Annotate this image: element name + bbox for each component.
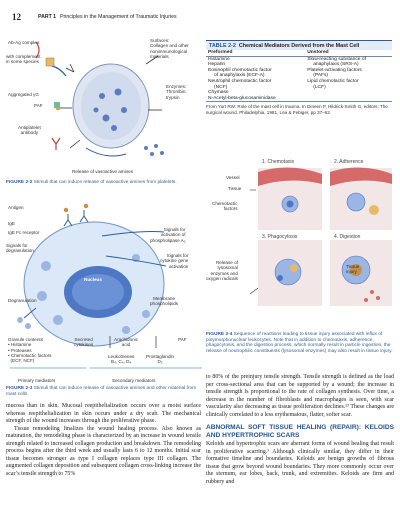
- table-title-text: Chemical Mediators Derived from the Mast Cell: [238, 43, 360, 49]
- figure-2-4-caption-text: Sequence of reactions leading to tissue injury associated with influx of polymorphonuclear leukocytes. Note that in addition to chemotaxis, adherence, phagocytosis, and the digestion process, which normally result in particle ingestion, the release of neutrophilic constituents (lysosomal enzymes) may also result in tissue injury.: [206, 332, 393, 355]
- table-col-header: Unstored: [305, 50, 392, 56]
- signals-cytokine-label: Signals for cytokine gene activation: [160, 253, 189, 269]
- table-cell: of anaphylaxis (ECF-A): [214, 73, 265, 79]
- vessel-label: Vessel: [226, 175, 240, 180]
- arachidonic-label: Arachidonic acid: [114, 337, 139, 348]
- table-cell: Neutrophil chemotactic factor: [208, 78, 272, 84]
- secreted-label: Secreted cytokines: [74, 337, 94, 348]
- panel-phagocytosis: 3. Phagocytosis: [262, 234, 298, 240]
- table-cell: Chymase: [208, 90, 229, 96]
- table-footnote: From Yurt RW: Role of the mast cell in trauma. In Dineen P, Hildrick-Smith G, editors: The surgical wound. Philadelphia, 1981, Lea & Febiger, pp 37–62.: [206, 104, 388, 115]
- table-cell: [305, 96, 392, 102]
- table-body: [206, 50, 392, 102]
- table-col-header: Preformed: [206, 50, 305, 56]
- table-cell: Lipid chemotactic factor: [307, 78, 359, 84]
- figure-2-4-tag: FIGURE 2-4: [206, 332, 233, 337]
- left-column-text: [6, 403, 201, 478]
- secondary-mediators-label: Secondary mediators: [112, 378, 156, 383]
- figure-2-3-tag: FIGURE 2-3: [6, 386, 33, 391]
- part-title: Principles in the Management of Traumatic Injuries: [60, 14, 177, 20]
- antigen-label: Antigen: [8, 205, 24, 210]
- tissue-label: Tissue: [228, 186, 242, 191]
- aggregated-label: Aggregated γG: [8, 92, 39, 97]
- table-tag: TABLE 2-2: [209, 43, 236, 49]
- antiplatelet-label: Antiplatelet antibody: [18, 125, 41, 136]
- signals-degranulation-label: Signals for degranulation: [6, 243, 34, 254]
- signals-pla2-label: Signals for activation of phospholipase A₂: [150, 227, 186, 243]
- figure-2-2-tag: FIGURE 2-2: [6, 180, 33, 185]
- nucleus-label: Nucleus: [84, 277, 102, 282]
- ige-fc-label: IgE Fc receptor: [8, 230, 40, 235]
- panel-adherence: 2. Adherence: [334, 159, 364, 165]
- paf-label: PAF: [34, 103, 43, 108]
- paragraph: Tissue remodeling finalizes the wound healing process. Also known as maturation, the remodeling phase is characterized by an increase in wound tensile strength related to increased collagen production and breakdown. The remodeling process begins after the third week and usually lasts 6 to 12 months. Initial scar tissue becomes stronger as type I collagen replaces type III collagen. The augmented collagen deposition and subsequent collagen cross-linking increase the scar’s tensile strength to 75%: [6, 425, 201, 477]
- page-number: 12: [12, 12, 21, 22]
- complement-label: with complement in some species: [6, 54, 41, 65]
- granule-label: Granule contents • Histamine • Proteases • Chemotactic factors (ECF, NCF): [8, 337, 52, 364]
- figure-2-2-caption-text: Stimuli that can induce release of vasoactive amines from platelets.: [33, 180, 177, 185]
- table-cell: Eosinophil chemotactic factor: [208, 67, 272, 73]
- section-heading: ABNORMAL SOFT TISSUE HEALING (REPAIR): KELOIDS AND HYPERTROPHIC SCARS: [206, 424, 394, 439]
- membrane-label: Membrane phospholipids: [150, 296, 179, 307]
- table-title: [206, 41, 392, 50]
- paragraph: to 80% of the preinjury tensile strength. Tensile strength is defined as the load per cross-sectional area that can be supported by a wound; the increase in tensile strength is proportional to the rate of collagen synthesis. Over time, a decrease in the number of fibroblasts and macrophages is seen, with scar vascularity also decreasing as tissue proliferation declines.¹³ These changes are clinically correlated to a less erythematous, flatter, softer scar.: [206, 374, 394, 418]
- table-cell: Histamine: [208, 56, 230, 62]
- prostaglandin-label: Prostaglandin D₂: [146, 354, 175, 365]
- surfaces-label: Surfaces: Collagen and other nonimmunological materials: [150, 38, 189, 59]
- paf-label-2: PAF: [178, 337, 187, 342]
- release-label: Release of vasoactive amines: [72, 169, 134, 174]
- table-cell: (NCF): [214, 84, 228, 90]
- table-cell: Heparin: [208, 62, 226, 68]
- right-column-text: [206, 374, 394, 486]
- table-2-2: [206, 40, 392, 115]
- figure-2-2-caption: [6, 180, 201, 186]
- leukotrienes-label: Leukotrienes B₄, C₄, D₄: [108, 354, 135, 365]
- paragraph: Keloids and hypertrophic scars are aberrant forms of wound healing that result in proliferative scarring.¹ Although clinically similar, they differ in their formative timeline and boundaries. Keloids are benign growths of fibrous tissue that grow beyond wound boundaries. They more commonly occur over the sternum, ear lobes, back, trunk, and extremities. Keloids are firm and rubbery and: [206, 441, 394, 485]
- ige-label: IgE: [8, 221, 15, 226]
- paragraph: mucosa than in skin. Mucosal reepithelialization occurs over a moist surface whereas reepithelialization in skin occurs under a dry scab. The mechanical strength of the wound increases through the proliferative phase.: [6, 403, 201, 424]
- chemotactic-label: Chemotactic factors: [212, 201, 238, 212]
- primary-mediators-label: Primary mediators: [18, 378, 56, 383]
- release-lysosomal-label: Release of lysosomal enzymes and oxygen radicals: [206, 260, 238, 281]
- table-cell: (PAFs): [313, 73, 329, 79]
- figure-2-3-caption-text: Stimuli that can induce release of vasoactive amines and other material from mast cells.: [6, 386, 197, 397]
- tissue-injury-label: Tissue injury: [346, 264, 360, 275]
- part-label: PART 1: [38, 14, 57, 20]
- ab-ag-label: Ab-Ag complex: [8, 40, 40, 45]
- enzymes-label: Enzymes: Thrombin, trypsin: [166, 84, 187, 100]
- table-cell: anaphylaxis (SRS-A): [313, 62, 359, 68]
- degranulation-label: Degranulation: [8, 298, 37, 303]
- table-row: [206, 96, 392, 102]
- table-cell: (LCF): [313, 84, 326, 90]
- table-cell: Slow-reacting substance of: [307, 56, 366, 62]
- figure-2-4-caption: [206, 332, 394, 355]
- panel-digestion: 4. Digestion: [334, 234, 361, 240]
- table-cell: N-Acetyl-beta-glucosaminidase: [208, 95, 276, 101]
- running-header: [38, 14, 177, 20]
- panel-chemotaxis: 1. Chemotaxis: [262, 159, 294, 165]
- table-cell: Platelet-activating factors: [307, 67, 362, 73]
- figure-2-3-caption: [6, 386, 201, 397]
